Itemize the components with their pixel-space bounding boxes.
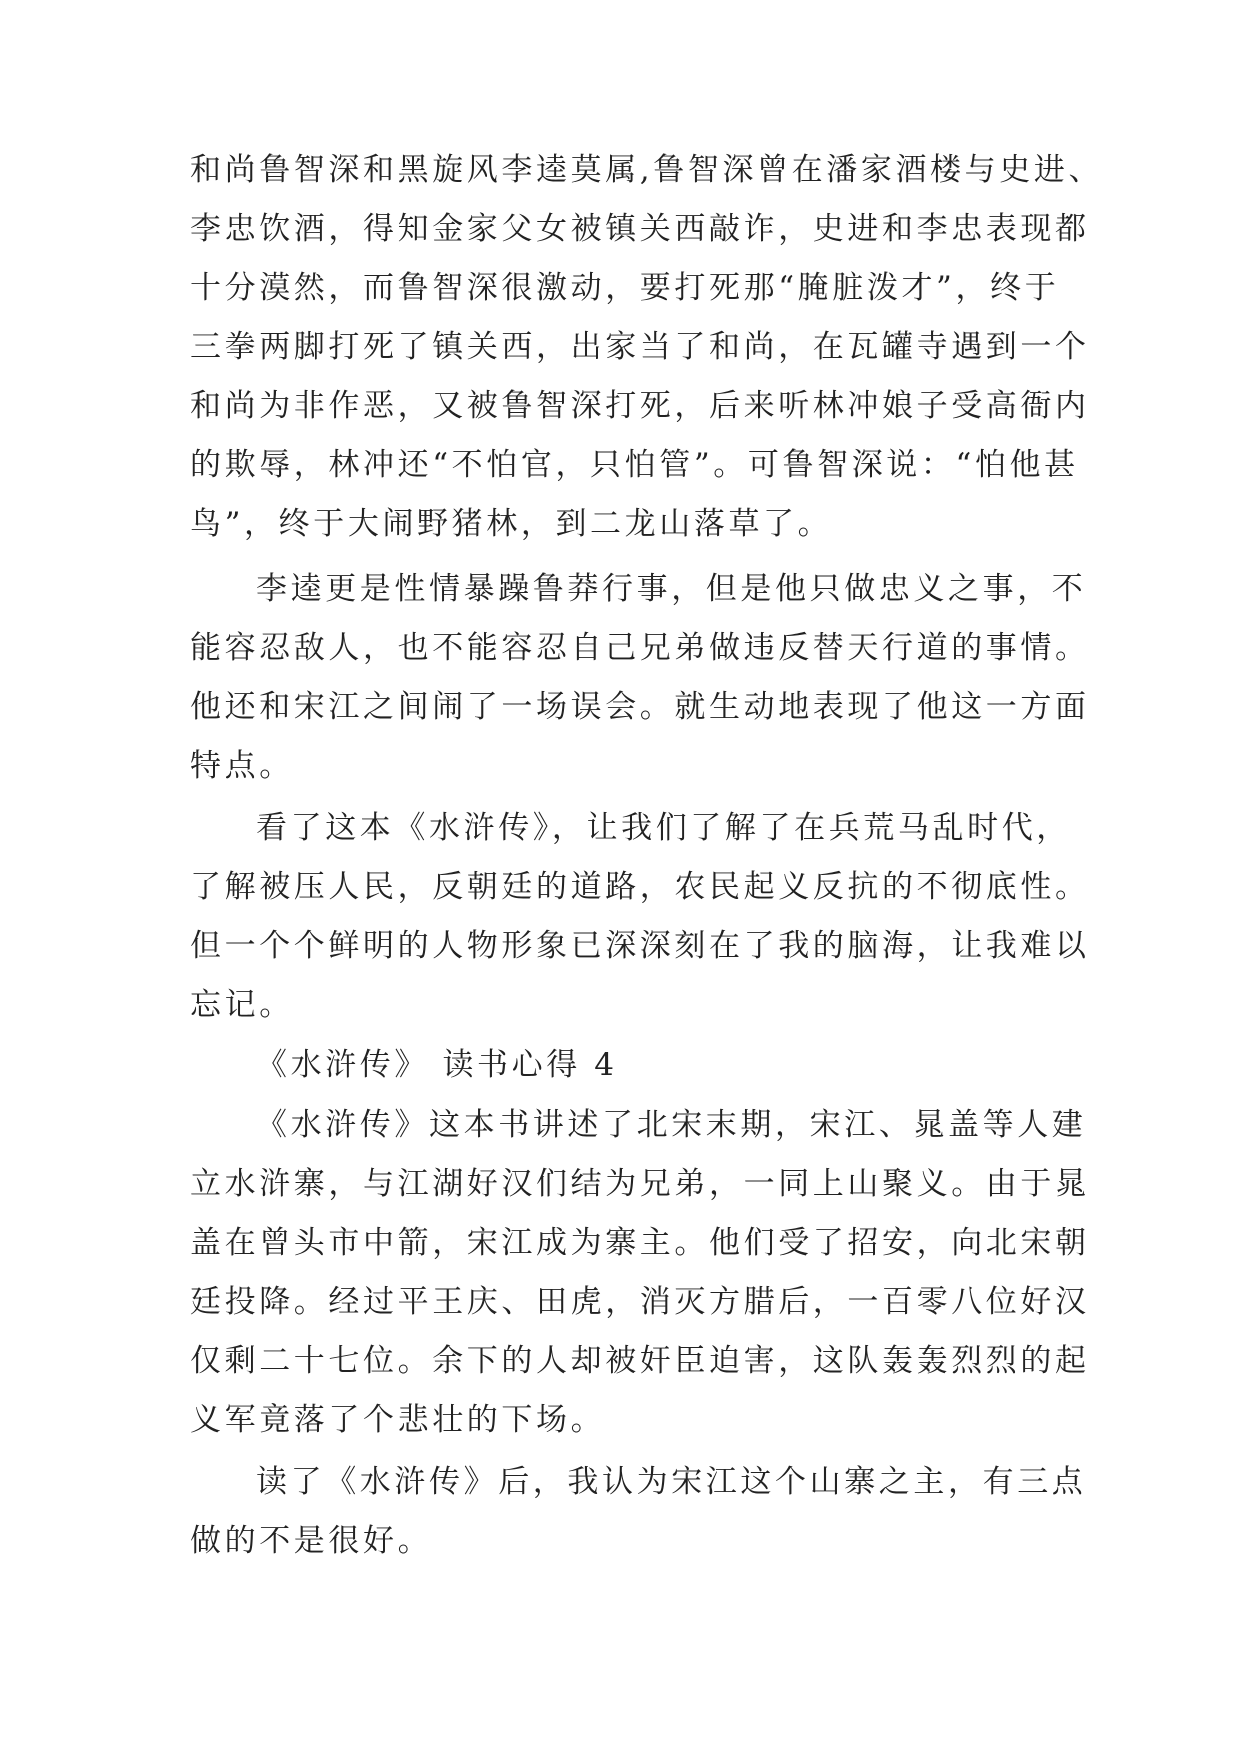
text-line: 十分漠然，而鲁智深很激动，要打死那“腌脏泼才”，终于 — [190, 270, 1060, 306]
text-line: 立水浒寨，与江湖好汉们结为兄弟，一同上山聚义。由于晁 — [190, 1166, 1090, 1202]
text-line: 能容忍敌人，也不能容忍自己兄弟做违反替天行道的事情。 — [190, 630, 1090, 666]
text-line: 鸟”，终于大闹野猪林，到二龙山落草了。 — [190, 506, 833, 542]
text-line: 特点。 — [190, 748, 294, 784]
paragraph-first-line: 读了《水浒传》后，我认为宋江这个山寨之主，有三点 — [256, 1464, 1087, 1500]
text-line: 和尚鲁智深和黑旋风李逵莫属,鲁智深曾在潘家酒楼与史进、 — [190, 152, 1104, 188]
paragraph-first-line: 李逵更是性情暴躁鲁莽行事，但是他只做忠义之事，不 — [256, 571, 1087, 607]
text-line: 忘记。 — [190, 987, 294, 1023]
text-line: 廷投降。经过平王庆、田虎，消灭方腊后，一百零八位好汉 — [190, 1284, 1090, 1320]
paragraph-first-line: 《水浒传》这本书讲述了北宋末期，宋江、晁盖等人建 — [256, 1107, 1087, 1143]
text-line: 盖在曾头市中箭，宋江成为寨主。他们受了招安，向北宋朝 — [190, 1225, 1090, 1261]
text-line: 义军竟落了个悲壮的下场。 — [190, 1402, 606, 1438]
text-line: 的欺辱，林冲还“不怕官，只怕管”。可鲁智深说：“怕他甚 — [190, 447, 1079, 483]
text-line: 李忠饮酒，得知金家父女被镇关西敲诈，史进和李忠表现都 — [190, 211, 1090, 247]
text-line: 做的不是很好。 — [190, 1523, 433, 1559]
text-line: 和尚为非作恶，又被鲁智深打死，后来听林冲娘子受高衙内 — [190, 388, 1090, 424]
paragraph-first-line: 看了这本《水浒传》，让我们了解了在兵荒马乱时代， — [256, 810, 1071, 846]
text-line: 三拳两脚打死了镇关西，出家当了和尚，在瓦罐寺遇到一个 — [190, 329, 1090, 365]
section-heading: 《水浒传》 读书心得 4 — [256, 1047, 618, 1083]
text-line: 了解被压人民，反朝廷的道路，农民起义反抗的不彻底性。 — [190, 869, 1090, 905]
text-line: 仅剩二十七位。余下的人却被奸臣迫害，这队轰轰烈烈的起 — [190, 1343, 1090, 1379]
text-line: 但一个个鲜明的人物形象已深深刻在了我的脑海，让我难以 — [190, 928, 1090, 964]
text-line: 他还和宋江之间闹了一场误会。就生动地表现了他这一方面 — [190, 689, 1090, 725]
